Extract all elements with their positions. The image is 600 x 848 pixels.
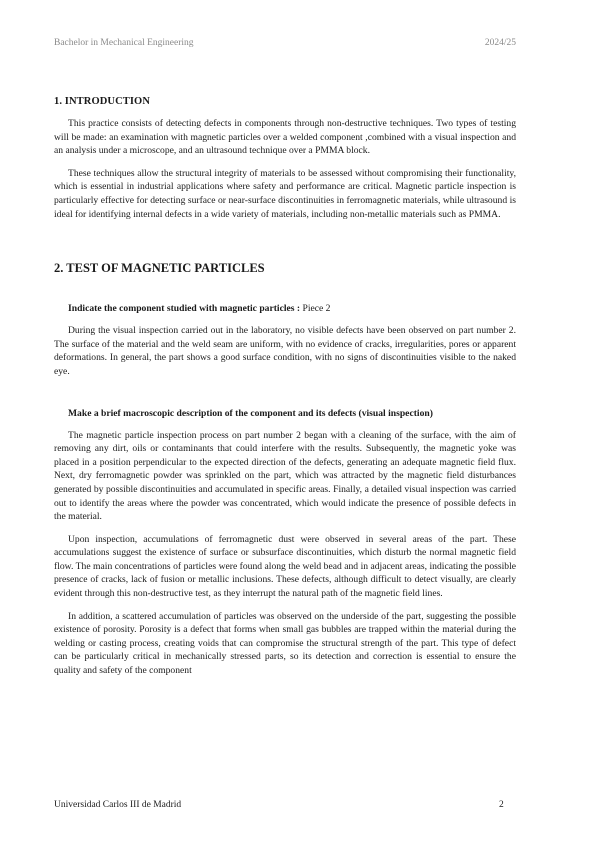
section-title-introduction: 1. INTRODUCTION: [54, 96, 151, 107]
intro-paragraph-1: This practice consists of detecting defects in components through non-destructive techniques. Two types of testing will be made: an examination with magnetic particles over a welded component ,combined with a visual inspection and an analysis under a microscope, and an ultrasound technique over a PMMA block.: [54, 118, 516, 157]
question-label: Make a brief macroscopic description of the component and its defects (visual inspection): [68, 407, 433, 419]
question-answer: Piece 2: [300, 303, 331, 315]
findings-paragraph: Upon inspection, accumulations of ferromagnetic dust were observed in several areas of the part. These accumulations suggest the existence of surface or subsurface discontinuities, which disturb the normal magnetic field flow. The main concentrations of particles were found along the weld bead and in adjacent areas, indicating the possible presence of cracks, lack of fusion or metallic inclusions. These defects, although difficult to detect visually, are clearly evident through this non-destructive test, as they interrupt the natural path of the magnetic field lines.: [54, 533, 516, 600]
document-body: [54, 96, 516, 678]
porosity-paragraph: In addition, a scattered accumulation of particles was observed on the underside of the part, suggesting the possible existence of porosity. Porosity is a defect that forms when small gas bubbles are trapped within the material during the welding or casting process, creating voids that can compromise the structural strength of the part. This type of defect can be particularly critical in mechanically stressed parts, so its detection and correction is essential to ensure the quality and safety of the component: [54, 610, 516, 677]
intro-paragraph-2: These techniques allow the structural integrity of materials to be assessed without compromising their functionality, which is essential in industrial applications where safety and performance are critical. Magnetic particle inspection is particularly effective for detecting surface or near-surface discontinuities in ferromagnetic materials, while ultrasound is ideal for identifying internal defects in a wide variety of materials, including non-metallic materials such as PMMA.: [54, 167, 516, 220]
section-title-magnetic-particles: 2. TEST OF MAGNETIC PARTICLES: [54, 261, 265, 276]
visual-inspection-paragraph: During the visual inspection carried out in the laboratory, no visible defects have been observed on part number 2. The surface of the material and the weld seam are uniform, with no evidence of cracks, irregularities, pores or apparent deformations. In general, the part shows a good surface condition, with no signs of discontinuities visible to the naked eye.: [54, 325, 516, 377]
header-program: Bachelor in Mechanical Engineering: [54, 38, 194, 48]
question-label: Indicate the component studied with magnetic particles :: [68, 303, 301, 315]
page-number: 2: [499, 800, 504, 810]
header-year: 2024/25: [484, 38, 516, 48]
process-paragraph: The magnetic particle inspection process on part number 2 began with a cleaning of the surface, with the aim of removing any dirt, oils or contaminants that could interfere with the results. Subsequently, the magnetic yoke was placed in a position perpendicular to the expected direction of the defects, generating an adequate magnetic field flux. Next, dry ferromagnetic powder was sprinkled on the part, which was attracted by the magnetic field disturbances generated by possible discontinuities and accumulated in specific areas. Finally, a detailed visual inspection was carried out to identify the areas where the powder was concentrated, which would indicate the presence of possible defects in the material.: [54, 429, 516, 523]
question-component-studied: [54, 302, 516, 315]
footer-university: Universidad Carlos III de Madrid: [54, 800, 182, 810]
question-macroscopic-description: [54, 407, 516, 420]
